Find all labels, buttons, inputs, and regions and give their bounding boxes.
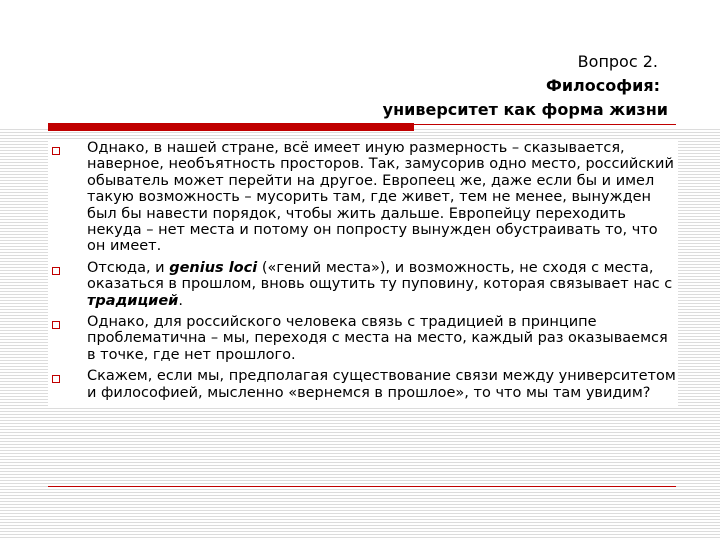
- footer-rule: [48, 486, 676, 487]
- title-underline-bar: [48, 123, 414, 131]
- bullet-text: Однако, для российского человека связь с традицией в принципе проблематична – мы, переходя с места на место, каждый раз оказываемся в точке, где нет прошлого.: [87, 314, 668, 363]
- square-bullet-icon: [52, 375, 60, 383]
- square-bullet-icon: [52, 267, 60, 275]
- bullet-text: Однако, в нашей стране, всё имеет иную размерность – сказывается, наверное, необъятность просторов. Так, замусорив одно место, российский обыватель может перейти на другое. Европеец же, даже если бы и имел такую возможность – мусорить там, где живет, тем не менее, вынужден был бы навести порядок, чтобы жить дальше. Европейцу переходить некуда – нет места и потому он попросту вынужден обустраивать то, что он имеет.: [87, 140, 674, 255]
- title-subtopic: университет как форма жизни: [382, 100, 668, 119]
- bullet-text-part: («гений места»), и возможность, не сходя с места, оказаться в прошлом, вновь ощутить ту пуповину, которая связывает нас с: [87, 259, 673, 293]
- slide-header: [0, 0, 720, 127]
- bullet-text: [87, 260, 678, 309]
- square-bullet-icon: [52, 147, 60, 155]
- slide-title: [383, 50, 668, 122]
- title-question-number: Вопрос 2.: [577, 52, 658, 71]
- title-topic: Философия:: [545, 76, 660, 95]
- emphasis-tradition: традицией: [87, 292, 179, 309]
- square-bullet-icon: [52, 321, 60, 329]
- list-item: [48, 368, 678, 401]
- list-item: [48, 260, 678, 309]
- bullet-text-part: .: [178, 292, 183, 309]
- title-underline-rule: [414, 124, 676, 125]
- list-item: [48, 314, 678, 363]
- bullet-list: [48, 140, 678, 406]
- list-item: [48, 140, 678, 255]
- bullet-text-part: Отсюда, и: [87, 259, 170, 276]
- bullet-text: Скажем, если мы, предполагая существование связи между университетом и философией, мысленно «вернемся в прошлое», то что мы там увидим?: [87, 368, 676, 401]
- emphasis-genius-loci: genius loci: [169, 259, 258, 276]
